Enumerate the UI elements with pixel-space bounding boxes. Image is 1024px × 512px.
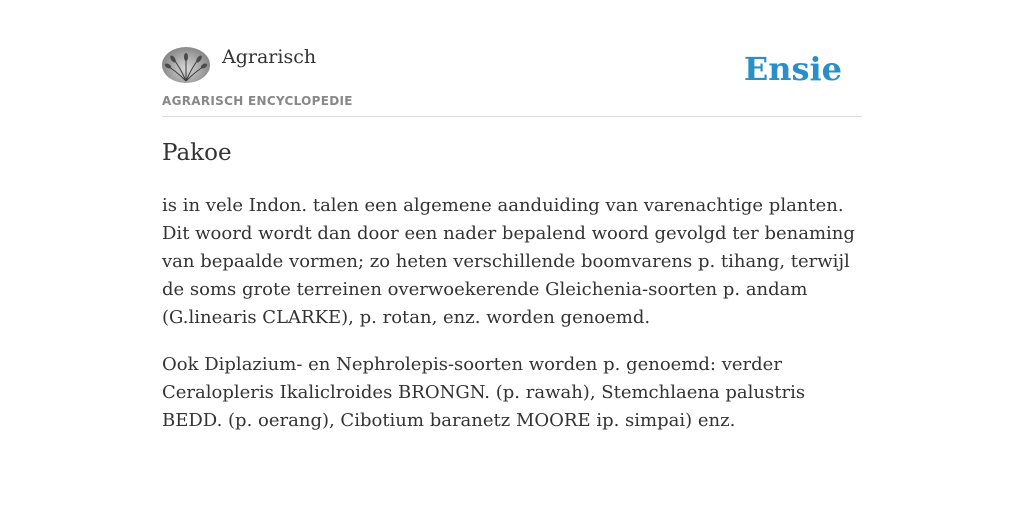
ensie-brand-link[interactable]: Ensie bbox=[743, 50, 842, 88]
entry-title: Pakoe bbox=[162, 140, 232, 166]
page-container bbox=[162, 0, 862, 431]
dictionary-subtitle: AGRARISCH ENCYCLOPEDIE bbox=[162, 94, 353, 108]
entry-paragraph: Ook Diplazium- en Nephrolepis-soorten worden p. genoemd: verder Ceralopleris Ikaliclroides BRONGN. (p. rawah), Stemchlaena palustris BEDD. (p. oerang), Cibotium baranetz MOORE ip. simpai) enz. bbox=[162, 354, 806, 431]
wheat-logo-icon[interactable] bbox=[162, 47, 210, 83]
entry-paragraph: is in vele Indon. talen een algemene aanduiding van varenachtige planten. Dit woord wordt dan door een nader bepalend woord gevolgd ter benaming van bepaalde vormen; zo heten verschillende boomvarens p. tihang, terwijl de soms grote terreinen overwoekerende Gleichenia-soorten p. andam (G.linearis CLARKE), p. rotan, enz. worden genoemd. bbox=[162, 195, 855, 328]
dictionary-title[interactable]: Agrarisch bbox=[222, 46, 317, 68]
dictionary-header bbox=[162, 0, 862, 117]
entry-body bbox=[162, 192, 862, 454]
